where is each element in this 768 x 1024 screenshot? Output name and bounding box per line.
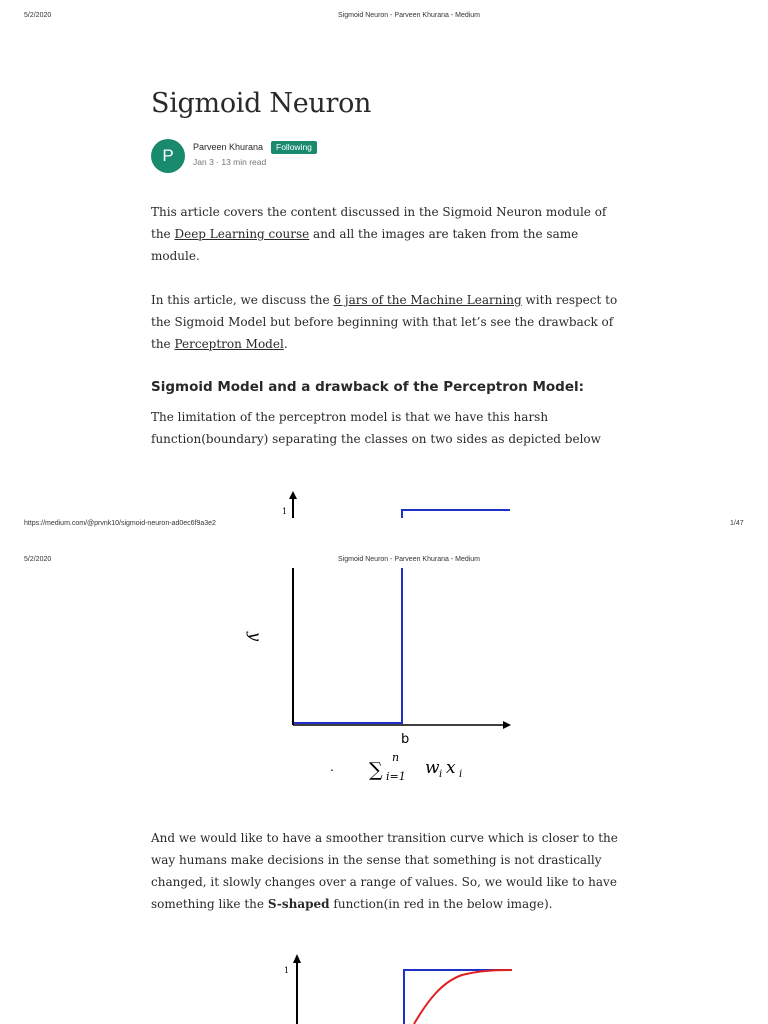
fig2-y-arrow: [293, 954, 301, 963]
fig1-sum-lower: i=1: [386, 770, 406, 783]
section-heading: Sigmoid Model and a drawback of the Perceptron Model:: [151, 379, 585, 395]
page2-header-title: Sigmoid Neuron - Parveen Khurana - Medium: [338, 556, 481, 563]
page-date: 5/2/2020: [24, 12, 52, 19]
fig1-dot: .: [330, 760, 334, 774]
para2-text-3: .: [283, 337, 288, 351]
fig1-w-sub: i: [439, 769, 443, 780]
fig1-w: w: [425, 758, 440, 778]
fig1-x-label: [369, 751, 462, 783]
author-name[interactable]: Parveen Khurana: [193, 142, 264, 152]
fig1-b-label: b: [401, 732, 410, 747]
fig2-y-tick: 1: [284, 966, 290, 975]
fig1-sum-upper: n: [392, 751, 400, 764]
para4-text-2: function(in red in the below image).: [329, 897, 553, 911]
avatar-letter: P: [162, 146, 174, 165]
fig1-sum-symbol: ∑: [369, 759, 383, 781]
page-number: 1/47: [730, 520, 744, 527]
page-footer-url[interactable]: https://medium.com/@prvnk10/sigmoid-neuron-ad0ec6f9a3e2: [24, 520, 216, 527]
fig1-y-label: y: [246, 632, 265, 642]
fig1-y-arrow: [289, 491, 297, 499]
fig2-step-line: [404, 970, 512, 1024]
s-shaped-bold: S-shaped: [267, 897, 330, 911]
deep-learning-course-link[interactable]: Deep Learning course: [174, 227, 310, 241]
para2-text-2: with respect to the Sigmoid Model but before beginning with that let’s see the drawback of the: [151, 293, 618, 351]
page-header-title: Sigmoid Neuron - Parveen Khurana - Medium: [338, 12, 481, 19]
fig1-x: x: [446, 758, 456, 778]
para4-text-1: And we would like to have a smoother transition curve which is closer to the way humans make decisions in the sense that something is not drastically changed, it slowly changes over a range of values. So, we would like to have something like the: [151, 831, 618, 911]
fig1-step-bottom: [294, 568, 402, 723]
perceptron-model-link[interactable]: Perceptron Model: [174, 337, 284, 351]
smoother-transition-paragraph: [151, 827, 621, 915]
following-button[interactable]: Following: [271, 141, 317, 154]
para2-text-1: In this article, we discuss the: [151, 293, 334, 307]
fig1-x-sub: i: [459, 769, 463, 780]
fig2-sigmoid-curve: [414, 970, 512, 1024]
para1-text-2: and all the images are taken from the same module.: [151, 227, 579, 263]
limitation-paragraph: The limitation of the perceptron model is that we have this harsh function(boundary) separating the classes on two sides as depicted below: [151, 410, 601, 446]
fig1-step-top: [402, 510, 510, 518]
fig1-y-tick: 1: [282, 507, 288, 516]
article-title: Sigmoid Neuron: [151, 88, 372, 119]
page2-date: 5/2/2020: [24, 556, 52, 563]
para1-text-1: This article covers the content discussed in the Sigmoid Neuron module of the: [151, 205, 607, 241]
article-byline: Jan 3 · 13 min read: [193, 157, 267, 167]
six-jars-link[interactable]: 6 jars of the Machine Learning: [333, 293, 522, 307]
fig1-x-arrow: [503, 721, 511, 729]
